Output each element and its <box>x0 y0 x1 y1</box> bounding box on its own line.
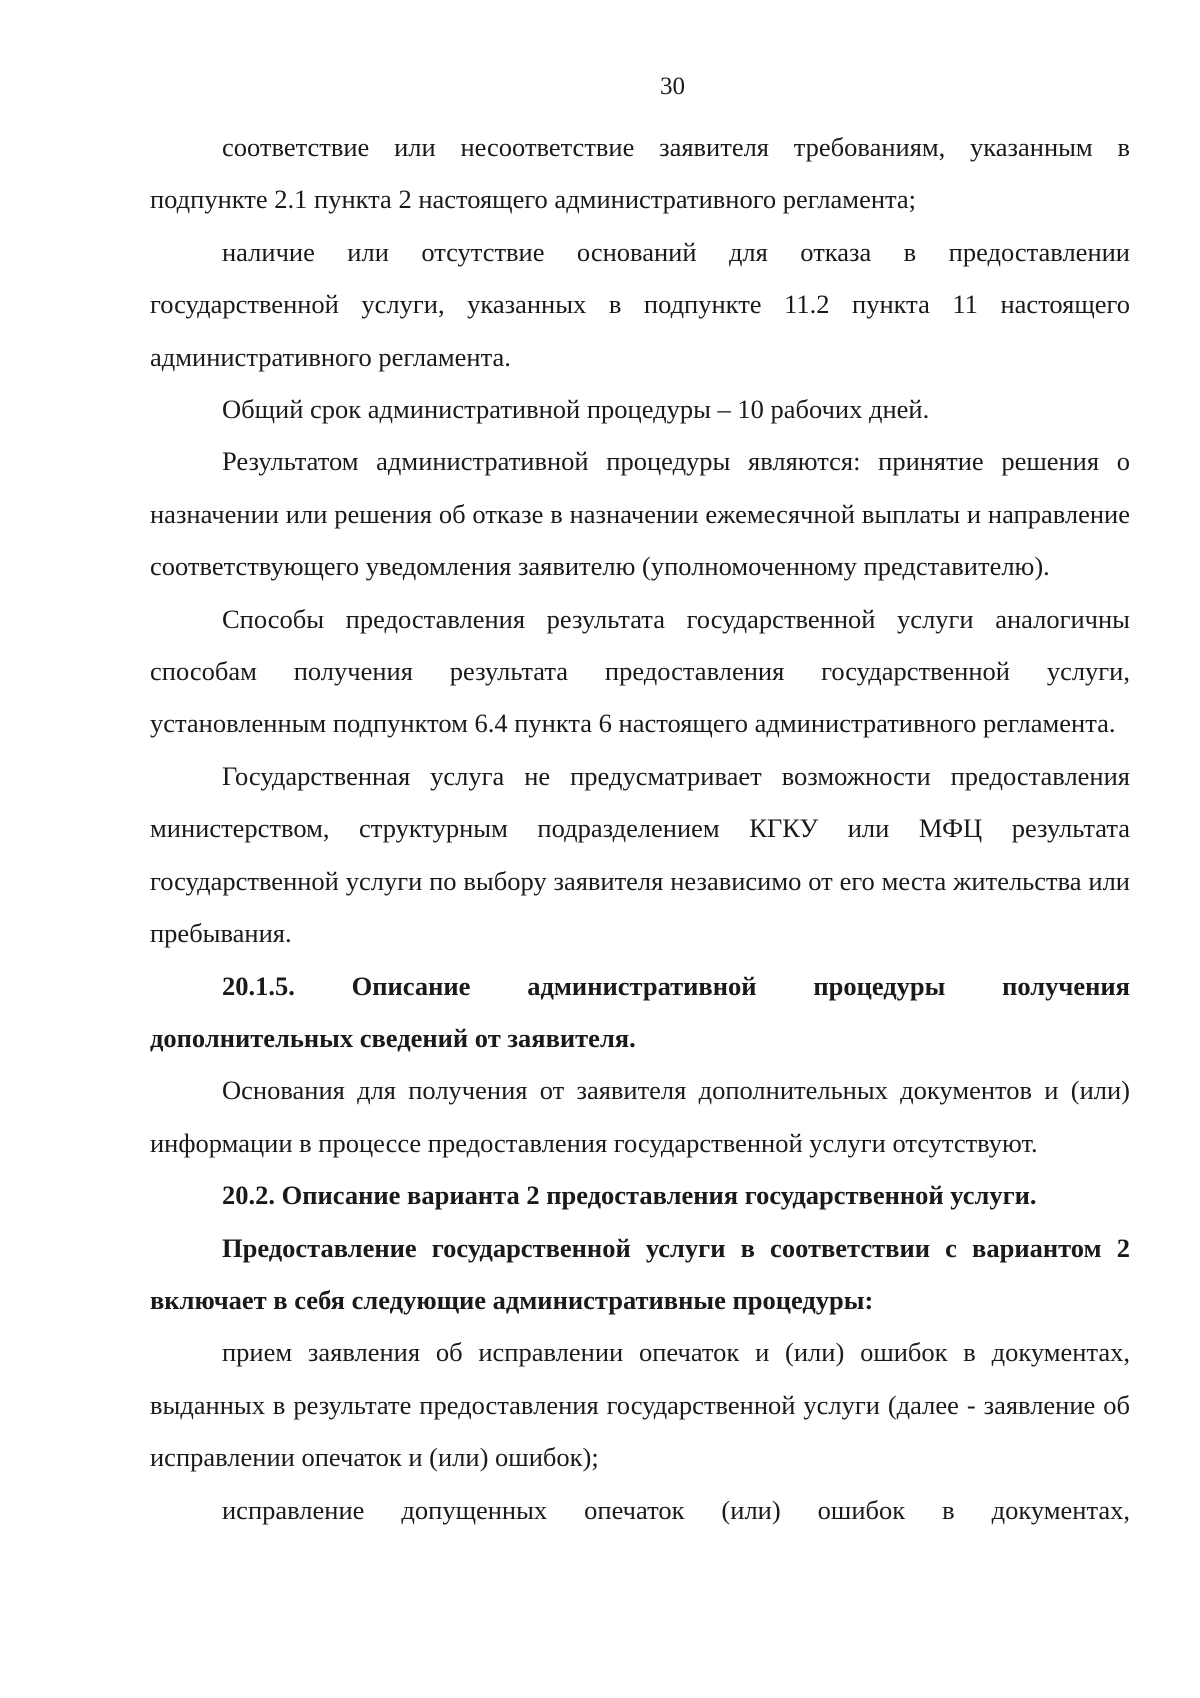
page-number: 30 <box>660 73 685 100</box>
section-heading-20-2: 20.2. Описание варианта 2 предоставления государственной услуги. <box>222 1180 1037 1211</box>
paragraph-extraterritorial-note: Государственная услуга не предусматривает возможности предоставления министерством, структурным подразделением КГКУ или МФЦ результата государственной услуги по выбору заявителя независимо от его места жительства или пребывания. <box>150 760 1130 949</box>
page-body <box>150 121 1130 1536</box>
section-heading-20-1-5: 20.1.5. Описание административной процедуры получения дополнительных сведений от заявителя. <box>150 970 1130 1053</box>
paragraph-additional-info-grounds: Основания для получения от заявителя дополнительных документов и (или) информации в процессе предоставления государственной услуги отсутствуют. <box>150 1075 1130 1158</box>
paragraph-variant-2-procedures: Предоставление государственной услуги в соответствии с вариантом 2 включает в себя следующие административные процедуры: <box>150 1232 1130 1315</box>
paragraph-procedure-term: Общий срок административной процедуры – 10 рабочих дней. <box>222 394 930 425</box>
paragraph-applicant-requirements: соответствие или несоответствие заявителя требованиям, указанным в подпункте 2.1 пункта 2 настоящего административного регламента; <box>150 132 1130 215</box>
paragraph-result-delivery-methods: Способы предоставления результата государственной услуги аналогичны способам получения результата предоставления государственной услуги, установленным подпунктом 6.4 пункта 6 настоящего административного регламента. <box>150 603 1130 739</box>
paragraph-correction-application: прием заявления об исправлении опечаток и (или) ошибок в документах, выданных в результате предоставления государственной услуги (далее - заявление об исправлении опечаток и (или) ошибок); <box>150 1337 1130 1473</box>
paragraph-refusal-grounds: наличие или отсутствие оснований для отказа в предоставлении государственной услуги, указанных в подпункте 11.2 пункта 11 настоящего административного регламента. <box>150 236 1130 372</box>
paragraph-procedure-result: Результатом административной процедуры являются: принятие решения о назначении или решения об отказе в назначении ежемесячной выплаты и направление соответствующего уведомления заявителю (уполномоченному представителю). <box>150 446 1130 582</box>
paragraph-correction-procedure: исправление допущенных опечаток (или) ошибок в документах, <box>222 1494 1130 1525</box>
